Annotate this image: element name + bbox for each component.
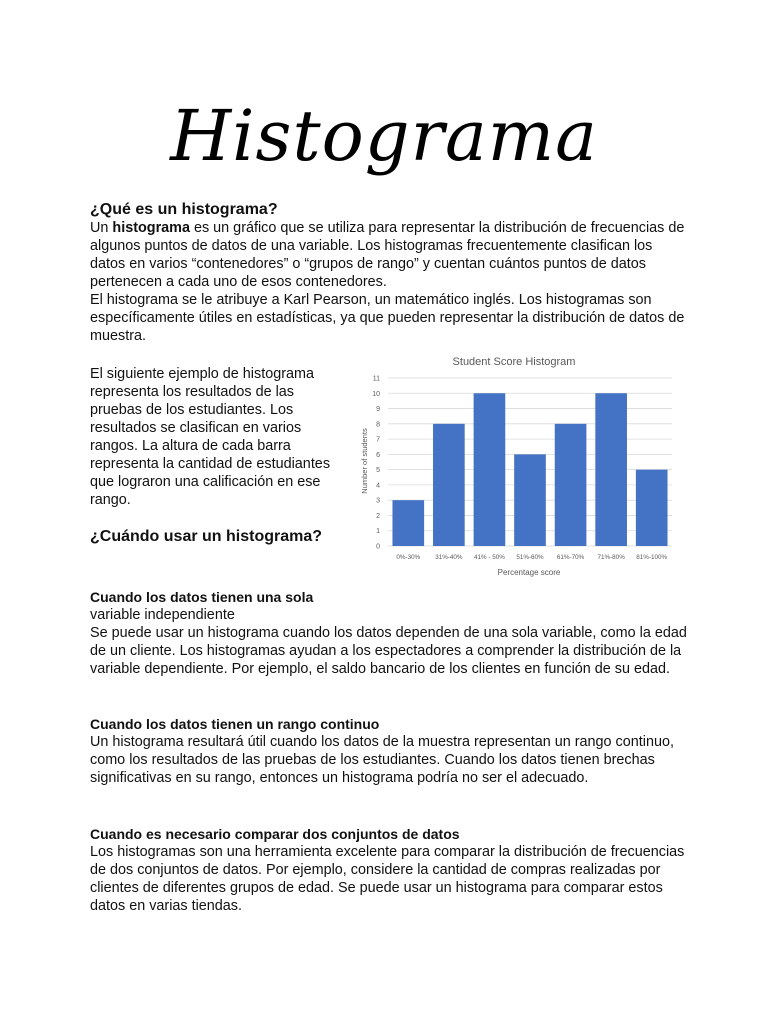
what-is-paragraph-1: [90, 219, 690, 291]
sub1-text: Se puede usar un histograma cuando los datos dependen de una sola variable, como la edad de un cliente. Los histogramas ayudan a los espectadores a comprender la distribución de la variable dependiente. Por ejemplo, el saldo bancario de los clientes en función de su edad.: [90, 625, 687, 677]
chart-bars: [392, 393, 667, 546]
chart-y-tick-label: 7: [376, 436, 380, 444]
chart-y-tick-label: 11: [372, 375, 380, 383]
chart-x-tick-label: 71%-80%: [597, 554, 625, 561]
sub2-heading: Cuando los datos tienen un rango continuo: [90, 716, 380, 732]
chart-bar: [555, 424, 587, 546]
histogram-chart: [352, 348, 682, 580]
chart-y-tick-label: 6: [376, 451, 380, 459]
chart-y-tick-label: 0: [376, 543, 380, 551]
chart-ylabel: Number of students: [360, 428, 369, 494]
chart-x-tick-label: 61%-70%: [556, 554, 585, 561]
section-when: [90, 528, 335, 546]
chart-y-tick-label: 10: [372, 390, 380, 398]
chart-y-tick-label: 9: [376, 406, 380, 414]
example-paragraph: El siguiente ejemplo de histograma representa los resultados de las pruebas de los estudiantes. Los resultados se clasifican en varios rangos. La altura de cada barra representa la cantidad de estudiantes que lograron una calificación en ese rango.: [90, 366, 331, 508]
sub1-heading: Cuando los datos tienen una sola: [90, 589, 314, 605]
chart-bar: [433, 424, 465, 546]
sub2-text: Un histograma resultará útil cuando los datos de la muestra representan un rango continuo, como los resultados de las pruebas de los estudiantes. Cuando los datos tienen brechas significativas en su rango, entonces un histograma podría no ser el adecuado.: [90, 734, 674, 786]
chart-y-tick-label: 2: [376, 512, 380, 520]
chart-y-tick-label: 8: [376, 421, 380, 429]
what-is-p1-post: es un gráfico que se utiliza para representar la distribución de frecuencias de algunos puntos de datos de una variable. Los histogramas frecuentemente clasifican los datos en varios “contenedores” o “grupos de rango” y cuentan cuántos puntos de datos pertenecen a cada uno de esos contenedores.: [90, 220, 685, 290]
subsection-compare-datasets: [90, 825, 690, 915]
chart-x-tick-label: 41% - 50%: [474, 554, 505, 561]
chart-bar: [595, 393, 627, 546]
subsection-continuous-range: [90, 715, 690, 787]
chart-y-tick-label: 1: [376, 528, 380, 536]
chart-y-tick-label: 5: [376, 467, 380, 475]
chart-x-tick-label: 31%-40%: [435, 554, 463, 561]
page-title: Histograma: [170, 95, 598, 177]
what-is-paragraph-2: El histograma se le atribuye a Karl Pearson, un matemático inglés. Los histogramas son específicamente útiles en estadísticas, ya que pueden representar la distribución de datos de muestra.: [90, 292, 685, 344]
chart-x-tick-label: 0%-30%: [396, 554, 421, 561]
chart-x-tick-labels: [396, 554, 667, 561]
chart-bar: [636, 470, 668, 546]
chart-xlabel: Percentage score: [497, 568, 561, 577]
sub3-text: Los histogramas son una herramienta excelente para comparar la distribución de frecuencias de dos conjuntos de datos. Por ejemplo, considere la cantidad de compras realizadas por clientes de diferentes grupos de edad. Se puede usar un histograma para comparar estos datos en varias tiendas.: [90, 844, 685, 914]
chart-x-tick-label: 51%-60%: [516, 554, 544, 561]
chart-y-tick-label: 4: [376, 482, 380, 490]
chart-bar: [392, 500, 424, 546]
sub3-heading: Cuando es necesario comparar dos conjuntos de datos: [90, 826, 460, 842]
what-is-p1-pre: Un: [90, 220, 113, 236]
section-what-is: [90, 201, 690, 345]
sub1-line: variable independiente: [90, 607, 235, 623]
chart-bar: [474, 393, 506, 546]
subsection-single-variable: [90, 588, 690, 678]
what-is-p1-bold: histograma: [112, 220, 190, 236]
what-is-heading: ¿Qué es un histograma?: [90, 201, 278, 218]
when-heading: ¿Cuándo usar un histograma?: [90, 528, 323, 545]
chart-x-tick-label: 81%-100%: [636, 554, 668, 561]
chart-y-tick-labels: [372, 376, 380, 551]
chart-y-tick-label: 3: [376, 497, 380, 505]
section-example: [90, 365, 335, 509]
chart-bar: [514, 454, 546, 546]
chart-title: Student Score Histogram: [452, 356, 576, 368]
